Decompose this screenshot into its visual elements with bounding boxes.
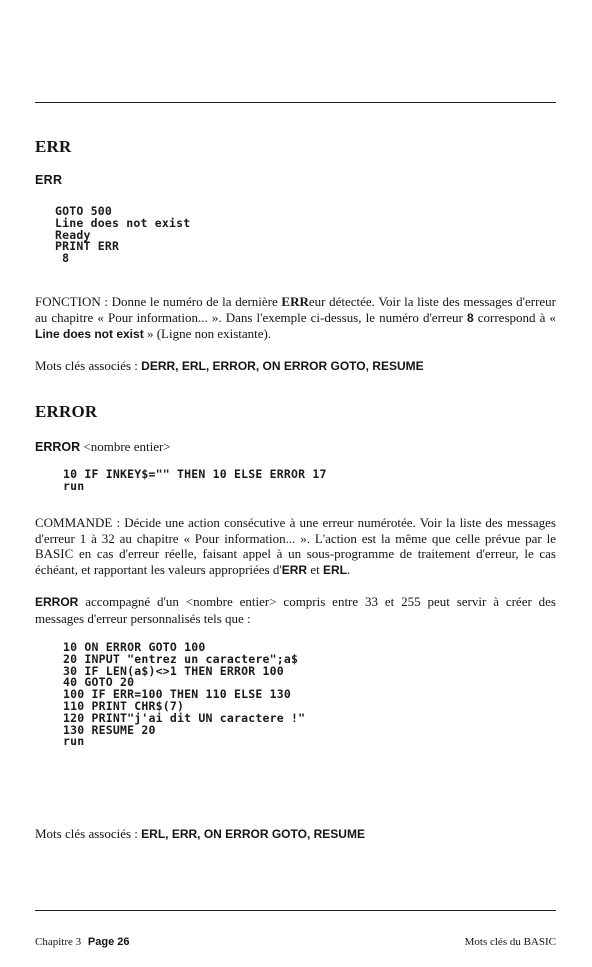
code-block-error: [63, 469, 327, 493]
footer-left: [35, 936, 129, 948]
related-keywords-error: [35, 826, 556, 843]
code-line: 110 PRINT CHR$(7): [63, 698, 185, 713]
code-line: 130 RESUME 20: [63, 722, 156, 737]
code-line: run: [63, 734, 85, 749]
code-line: GOTO 500: [55, 204, 112, 218]
text: COMMANDE : Décide une action consécutive à une erreur numérotée. Voir la liste des messages d'erreur 1 à 32 au chapitre « Pour information... ». L'action est la même que celle prévue par le BASIC en cas d'erreur réelle, faisant appel à un sous-programme de traitement d'erreur, le cas échéant, et rapportant les valeurs appropriées d': [35, 515, 556, 577]
section-heading-err: ERR: [35, 137, 72, 156]
footer-page: Page 26: [87, 936, 130, 948]
code-block-err: [55, 206, 190, 265]
footer-right: Mots clés du BASIC: [464, 936, 556, 948]
fonction-label: FONCTION :: [35, 294, 108, 309]
syntax-err: ERR: [35, 173, 63, 187]
paragraph-error-custom: [35, 594, 556, 626]
code-line: 10 ON ERROR GOTO 100: [63, 640, 206, 654]
footer-chapter: Chapitre 3: [35, 936, 82, 948]
paragraph-fonction: [35, 294, 556, 343]
keyword: ERL: [322, 562, 347, 577]
keyword: ERROR: [35, 595, 79, 609]
code-line: 20 INPUT "entrez un caractere";a$: [63, 651, 299, 666]
related-keywords: ERL, ERR, ON ERROR GOTO, RESUME: [141, 827, 365, 841]
code-line: Line does not exist: [55, 215, 191, 230]
related-keywords: DERR, ERL, ERROR, ON ERROR GOTO, RESUME: [141, 359, 424, 373]
keyword: ERR: [281, 562, 308, 577]
code-line: 8: [55, 251, 70, 266]
code-line: PRINT ERR: [55, 239, 120, 254]
code-line: 120 PRINT"j'ai dit UN caractere !": [63, 710, 306, 725]
related-label: Mots clés associés :: [35, 358, 142, 373]
code-line: 30 IF LEN(a$)<>1 THEN ERROR 100: [63, 663, 284, 678]
syntax-keyword: ERROR: [35, 440, 81, 454]
code-line: run: [63, 478, 85, 493]
code-line: 100 IF ERR=100 THEN 110 ELSE 130: [63, 687, 291, 702]
code-line: 40 GOTO 20: [63, 675, 135, 690]
top-rule: [35, 102, 556, 103]
keyword: 8: [466, 310, 474, 325]
related-keywords-err: [35, 358, 556, 375]
bottom-rule: [35, 910, 556, 911]
section-heading-error: ERROR: [35, 402, 98, 421]
text: eur détectée. Voir la liste des messages d'erreur au chapitre « Pour information... ». Dans l'exemple ci-dessus, le numéro d'erreur: [35, 294, 557, 325]
code-line: Ready: [55, 227, 91, 242]
code-line: 10 IF INKEY$="" THEN 10 ELSE ERROR 17: [63, 467, 327, 481]
paragraph-commande: [35, 515, 556, 578]
keyword: ERR: [281, 294, 309, 309]
text: correspond à «: [473, 309, 556, 325]
text: » (Ligne non existante).: [143, 326, 272, 341]
keyword: Line does not exist: [35, 327, 144, 341]
syntax-arg: <nombre entier>: [80, 439, 171, 454]
code-block-error-example: [63, 642, 305, 748]
text: .: [346, 561, 351, 577]
text: et: [307, 561, 323, 577]
text: Donne le numéro de la dernière: [107, 294, 282, 309]
syntax-error: [35, 439, 171, 455]
text: accompagné d'un <nombre entier> compris entre 33 et 255 peut servir à créer des messages d'erreur personnalisés tels que :: [35, 594, 556, 626]
related-label: Mots clés associés :: [35, 826, 142, 841]
